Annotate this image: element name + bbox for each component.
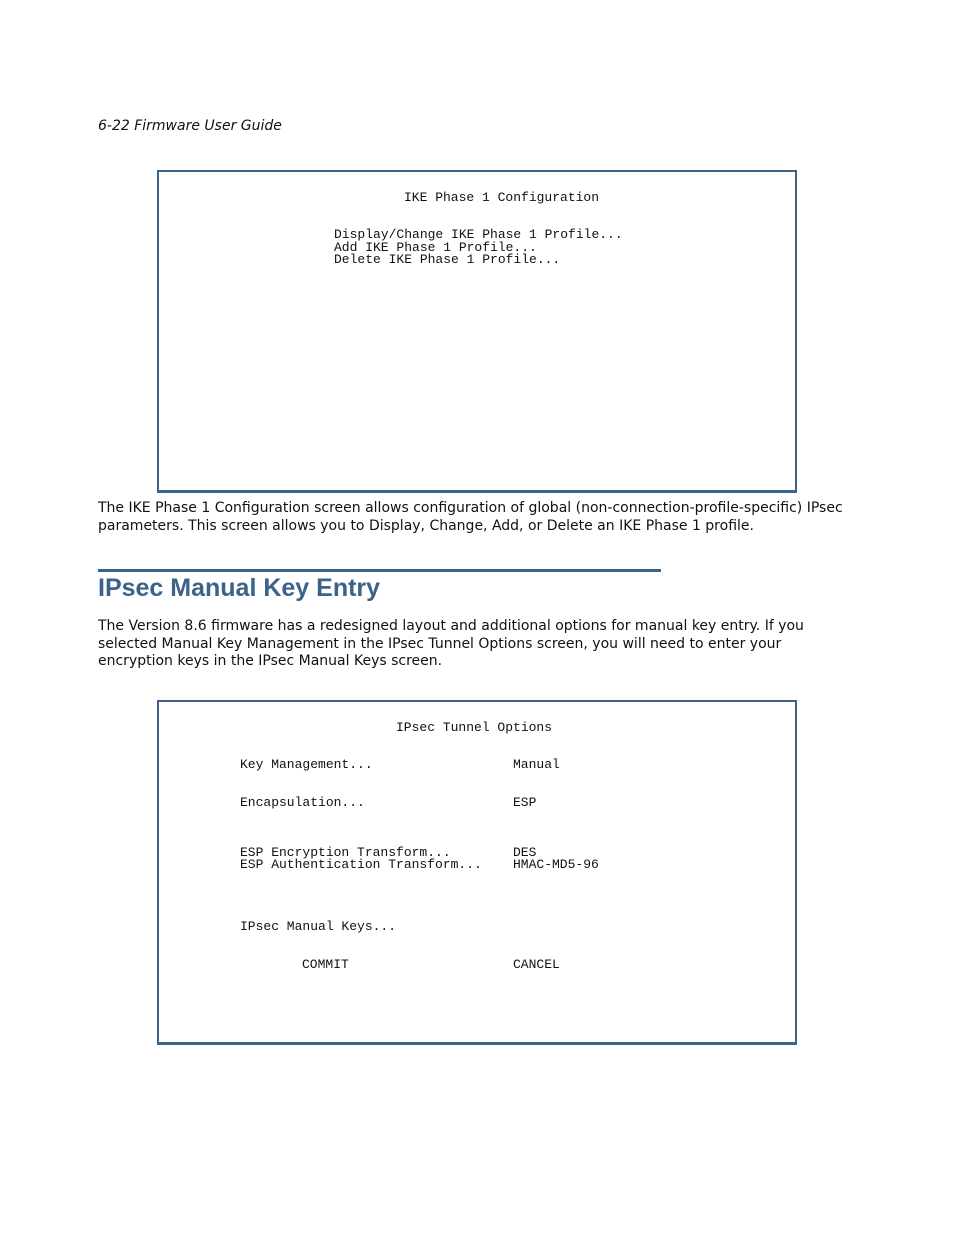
ipsec-manual-keys-item[interactable]: IPsec Manual Keys...	[240, 919, 397, 934]
menu-item-display-change[interactable]: Display/Change IKE Phase 1 Profile...	[334, 227, 623, 242]
paragraph-ike-description: The IKE Phase 1 Configuration screen allows configuration of global (non-connection-profile-specific) IPsec parameters. This screen allows you to Display, Change, Add, or Delete an IKE Phase 1 profile.	[98, 500, 843, 534]
encapsulation-value: ESP	[513, 795, 537, 810]
cancel-button[interactable]: CANCEL	[513, 957, 560, 972]
esp-encryption-transform-value: DES	[513, 845, 537, 860]
encapsulation-field[interactable]: Encapsulation...	[240, 795, 365, 810]
menu-item-delete[interactable]: Delete IKE Phase 1 Profile...	[334, 252, 561, 267]
ipsec-tunnel-options-screen	[157, 700, 797, 1045]
esp-encryption-transform-field[interactable]: ESP Encryption Transform...	[240, 845, 451, 860]
page-header: 6-22 Firmware User Guide	[98, 118, 282, 134]
key-management-value: Manual	[513, 757, 560, 772]
section-rule	[98, 569, 661, 572]
ike-phase1-screen	[157, 170, 797, 493]
paragraph-manual-key: The Version 8.6 firmware has a redesigned layout and additional options for manual key entry. If you selected Manual Key Management in the IPsec Tunnel Options screen, you will need to enter your encryption keys in the IPsec Manual Keys screen.	[98, 618, 804, 669]
esp-authentication-transform-field[interactable]: ESP Authentication Transform...	[240, 857, 482, 872]
esp-authentication-transform-value: HMAC-MD5-96	[513, 857, 599, 872]
screen-title: IPsec Tunnel Options	[396, 720, 553, 735]
menu-item-add[interactable]: Add IKE Phase 1 Profile...	[334, 240, 537, 255]
commit-button[interactable]: COMMIT	[302, 957, 349, 972]
section-title: IPsec Manual Key Entry	[98, 574, 381, 602]
screen-title: IKE Phase 1 Configuration	[404, 190, 600, 205]
key-management-field[interactable]: Key Management...	[240, 757, 373, 772]
